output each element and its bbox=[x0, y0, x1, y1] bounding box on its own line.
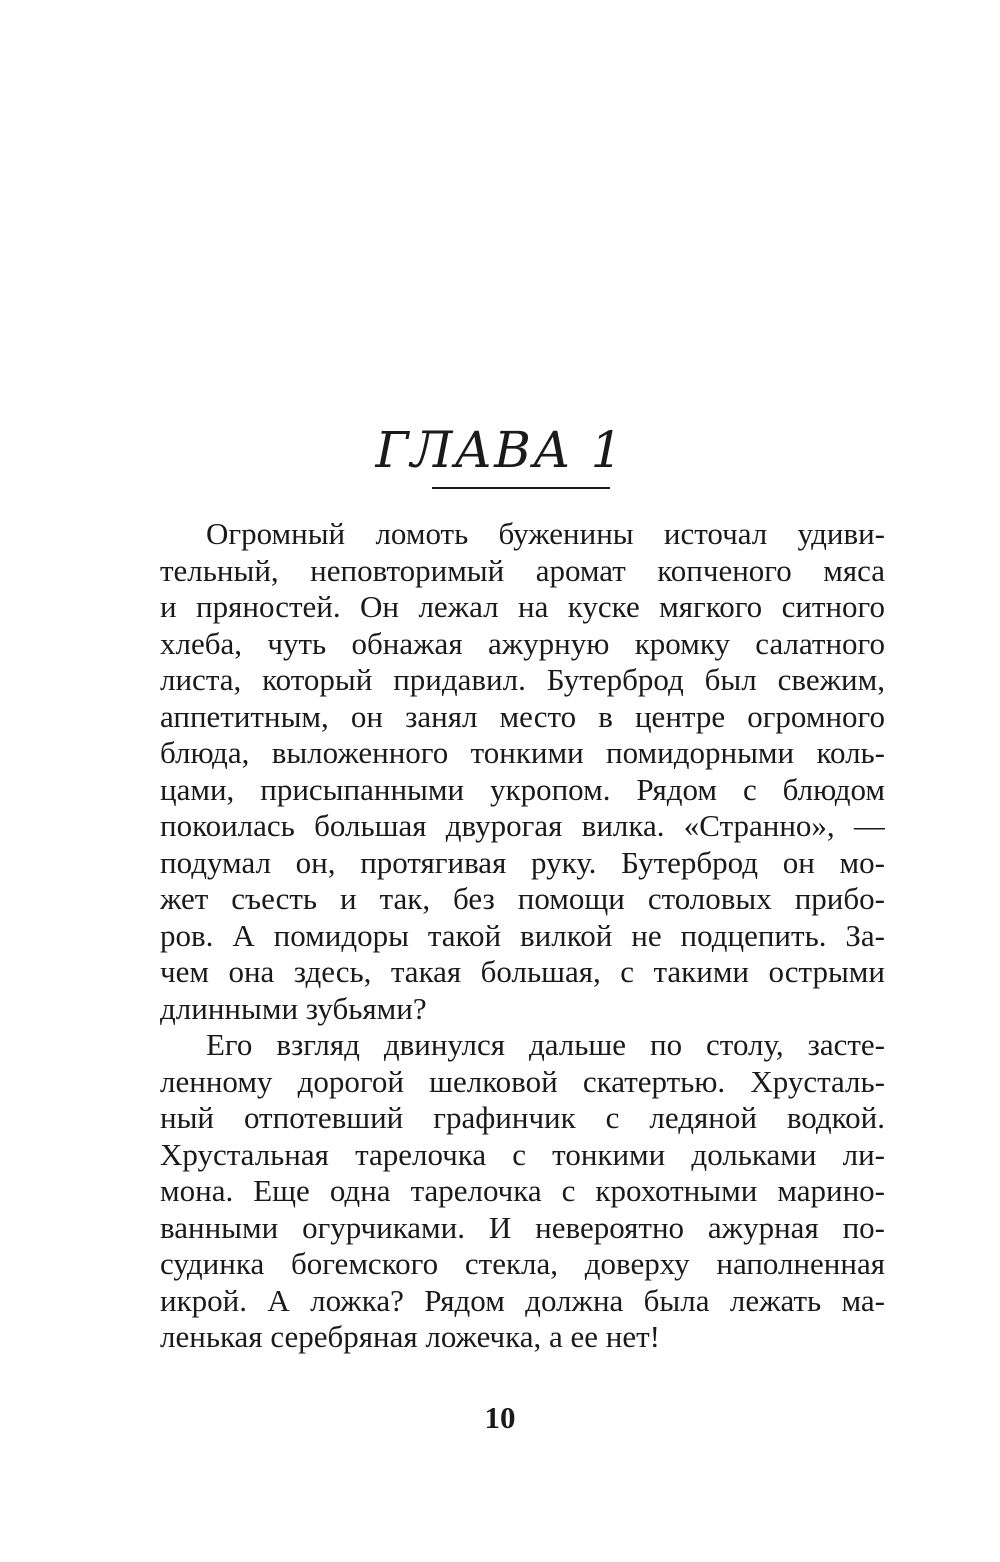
text-line: икрой. А ложка? Рядом должна была лежать ма- bbox=[160, 1282, 885, 1318]
text-line: ров. А помидоры такой вилкой не подцепить. За- bbox=[160, 917, 885, 953]
page-number: 10 bbox=[484, 1400, 516, 1435]
chapter-divider bbox=[432, 487, 610, 489]
text-line: и пряностей. Он лежал на куске мягкого ситного bbox=[160, 589, 885, 624]
text-line: блюда, выложенного тонкими помидорными коль- bbox=[160, 735, 885, 770]
text-line: Его взгляд двинулся дальше по столу, засте- bbox=[206, 1027, 885, 1062]
text-line: ный отпотевший графинчик с ледяной водкой. bbox=[160, 1100, 885, 1135]
text-line: аппетитным, он занял место в центре огромного bbox=[160, 698, 885, 734]
text-line: мона. Еще одна тарелочка с крохотными марино- bbox=[160, 1173, 885, 1208]
text-line: ленному дорогой шелковой скатертью. Хрусталь- bbox=[160, 1063, 885, 1099]
text-line: ленькая серебряная ложечка, а ее нет! bbox=[160, 1319, 660, 1354]
text-line: ванными огурчиками. И невероятно ажурная по- bbox=[160, 1209, 885, 1245]
text-line: чем она здесь, такая большая, с такими острыми bbox=[160, 954, 885, 989]
text-line: длинными зубьями? bbox=[160, 990, 427, 1026]
paragraph bbox=[160, 516, 885, 1027]
text-line: хлеба, чуть обнажая ажурную кромку салатного bbox=[160, 625, 885, 661]
text-line: Огромный ломоть буженины источал удиви- bbox=[206, 516, 885, 551]
paragraph bbox=[160, 1027, 885, 1356]
text-line: Хрустальная тарелочка с тонкими дольками ли- bbox=[160, 1136, 885, 1172]
chapter-heading: ГЛАВА 1 bbox=[375, 421, 625, 479]
text-line: листа, который придавил. Бутерброд был свежим, bbox=[160, 662, 885, 697]
text-line: цами, присыпанными укропом. Рядом с блюдом bbox=[160, 771, 885, 807]
text-line: покоилась большая двурогая вилка. «Странно», — bbox=[160, 808, 885, 843]
text-line: подумал он, протягивая руку. Бутерброд он мо- bbox=[160, 844, 885, 880]
text-line: жет съесть и так, без помощи столовых прибо- bbox=[160, 881, 885, 916]
text-line: тельный, неповторимый аромат копченого мяса bbox=[160, 552, 885, 588]
body-text bbox=[160, 516, 885, 1356]
text-line: судинка богемского стекла, доверху наполненная bbox=[160, 1246, 885, 1281]
